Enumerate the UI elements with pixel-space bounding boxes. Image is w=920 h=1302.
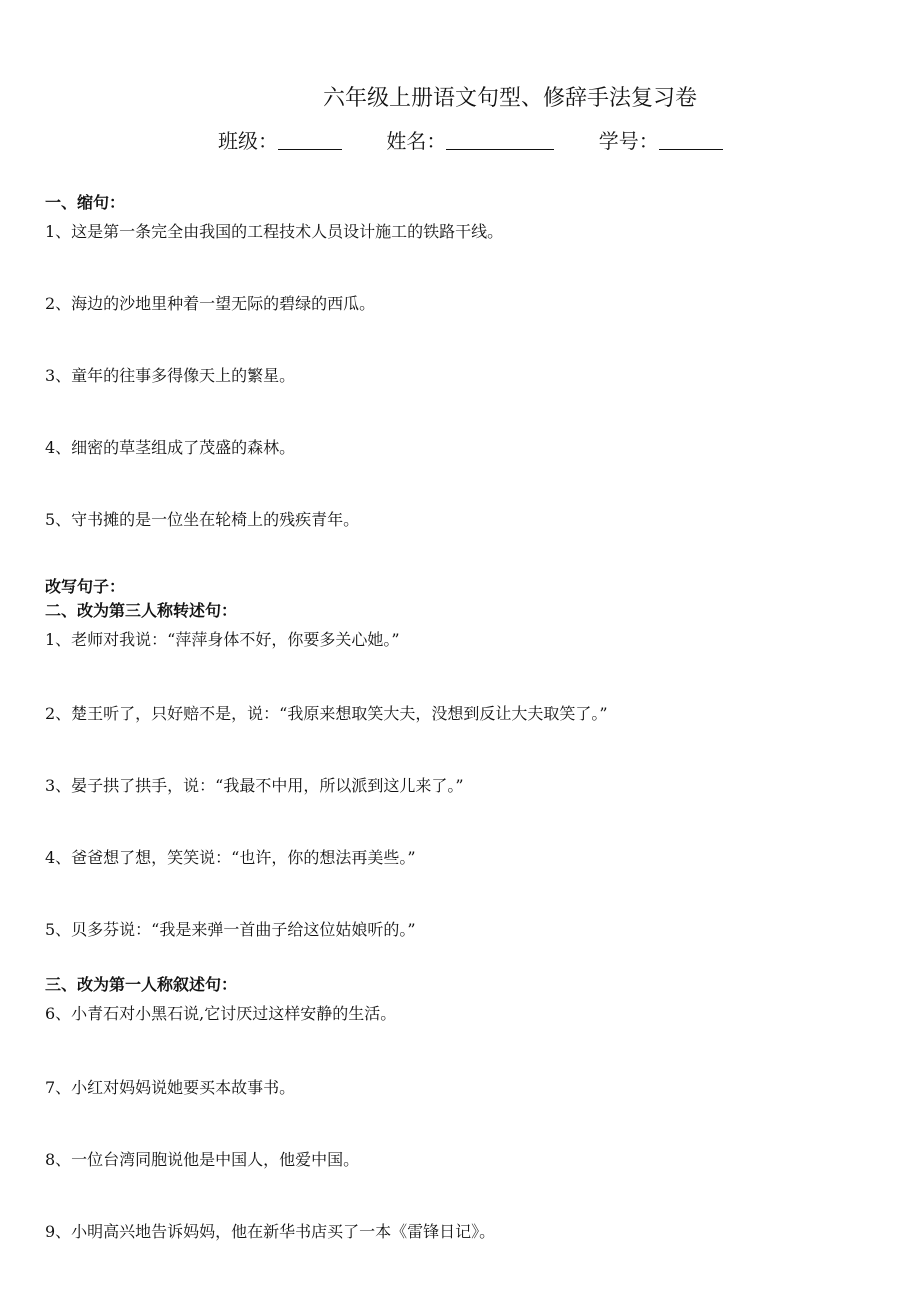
class-blank[interactable] <box>278 129 342 150</box>
class-label: 班级： <box>218 129 278 153</box>
question-text: 1、这是第一条完全由我国的工程技术人员设计施工的铁路干线。 <box>45 222 504 241</box>
student-id-blank[interactable] <box>659 129 723 150</box>
class-field <box>218 127 342 155</box>
question-text: 5、守书摊的是一位坐在轮椅上的残疾青年。 <box>45 510 360 529</box>
question-text: 9、小明高兴地告诉妈妈，他在新华书店买了一本《雷锋日记》。 <box>45 1222 496 1241</box>
name-blank[interactable] <box>446 129 554 150</box>
student-id-field <box>599 127 723 155</box>
section-heading-rewrite: 改写句子： <box>45 577 126 596</box>
section-heading-third-person: 二、改为第三人称转述句： <box>45 601 238 620</box>
name-field <box>386 127 554 155</box>
question-text: 4、爸爸想了想，笑笑说：“也许，你的想法再美些。” <box>45 848 416 867</box>
question-text: 8、一位台湾同胞说他是中国人，他爱中国。 <box>45 1150 360 1169</box>
name-label: 姓名： <box>386 129 447 153</box>
page-title: 六年级上册语文句型、修辞手法复习卷 <box>322 86 697 111</box>
question-text: 5、贝多芬说：“我是来弹一首曲子给这位姑娘听的。” <box>45 920 416 939</box>
question-text: 2、楚王听了，只好赔不是，说：“我原来想取笑大夫，没想到反让大夫取笑了。” <box>45 704 608 723</box>
question-text: 7、小红对妈妈说她要买本故事书。 <box>45 1078 296 1097</box>
section-heading-first-person: 三、改为第一人称叙述句： <box>45 975 238 994</box>
question-text: 1、老师对我说：“萍萍身体不好，你要多关心她。” <box>45 630 400 649</box>
question-text: 2、海边的沙地里种着一望无际的碧绿的西瓜。 <box>45 294 376 313</box>
question-text: 3、童年的往事多得像天上的繁星。 <box>45 366 296 385</box>
question-text: 3、晏子拱了拱手，说：“我最不中用，所以派到这儿来了。” <box>45 776 464 795</box>
student-id-label: 学号： <box>598 129 659 153</box>
section-heading-shorten: 一、缩句： <box>45 193 126 212</box>
student-info-line <box>218 127 761 155</box>
question-text: 4、细密的草茎组成了茂盛的森林。 <box>45 438 296 457</box>
question-text: 6、小青石对小黑石说,它讨厌过这样安静的生活。 <box>45 1004 397 1023</box>
